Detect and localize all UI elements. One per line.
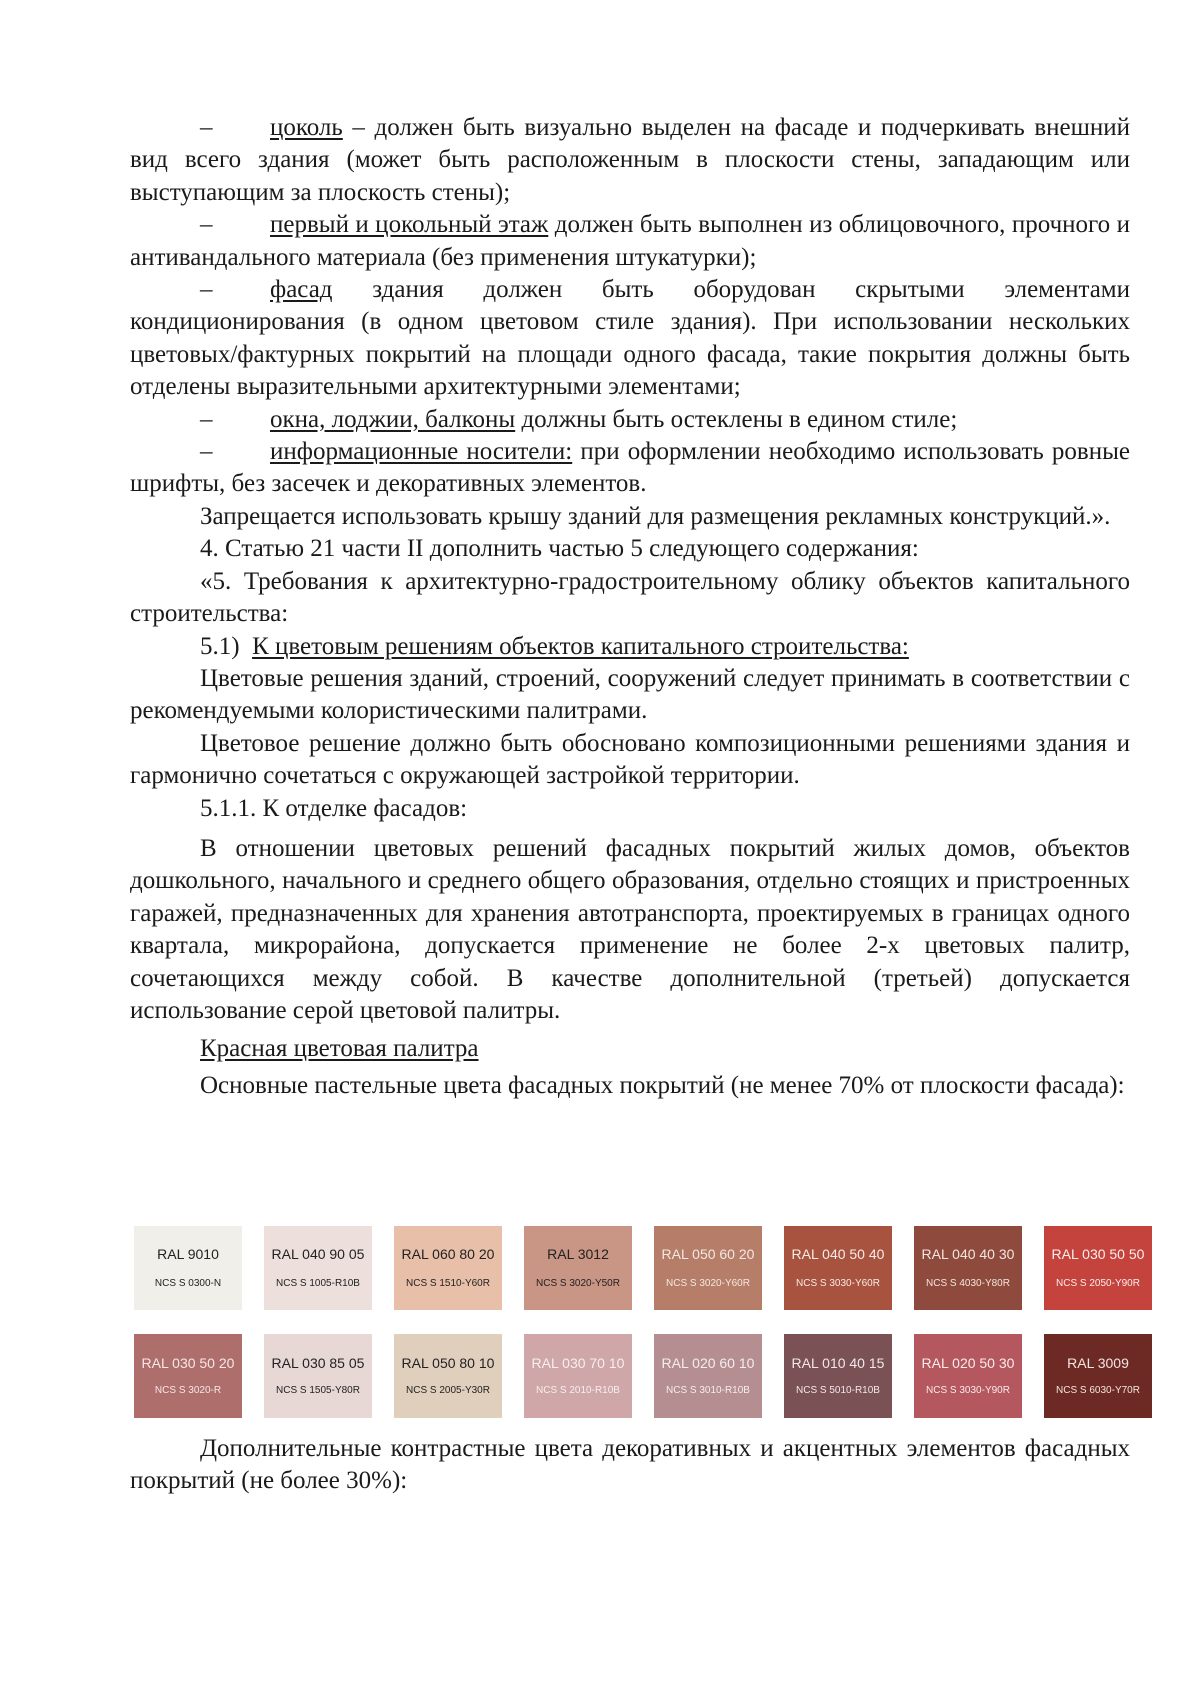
swatch-ncs-code: NCS S 3020-Y60R	[666, 1278, 750, 1289]
color-swatch-grid	[134, 1226, 1154, 1418]
swatch-ral-code: RAL 030 50 20	[141, 1355, 235, 1371]
term-windows: окна, лоджии, балконы	[270, 405, 516, 433]
section-number: 5.1)	[200, 632, 240, 660]
paragraph-color-solutions: Цветовые решения зданий, строений, сооружений следует принимать в соответствии с рекомендуемыми колористическими палитрами.	[130, 664, 1130, 725]
item-text: – должен быть визуально выделен на фасаде и подчеркивать внешний вид всего здания (может быть расположенным в плоскости стены, западающим или выступающим за плоскость стены);	[130, 114, 1130, 206]
swatch-ncs-code: NCS S 1505-Y80R	[276, 1385, 360, 1396]
list-item-info-carriers	[130, 436, 1130, 501]
swatch-ncs-code: NCS S 3010-R10B	[666, 1385, 750, 1396]
swatch-ral-code: RAL 060 80 20	[401, 1246, 495, 1262]
swatch-ncs-code: NCS S 2010-R10B	[536, 1385, 620, 1396]
section-5-1	[130, 631, 1130, 663]
color-swatch	[784, 1334, 892, 1418]
paragraph-article-21: 4. Статью 21 части II дополнить частью 5 следующего содержания:	[200, 535, 919, 563]
paragraph-palettes: В отношении цветовых решений фасадных покрытий жилых домов, объектов дошкольного, начального и среднего общего образования, отдельно стоящих и пристроенных гаражей, предназначенных для хранения автотранспорта, проектируемых в границах одного квартала, микрорайона, допускается применение не более 2-х цветовых палитр, сочетающихся между собой. В качестве дополнительной (третьей) допускается использование серой цветовой палитры.	[130, 834, 1130, 1024]
list-dash: –	[200, 405, 213, 433]
term-facade: фасад	[270, 276, 333, 304]
swatch-ral-code: RAL 030 50 50	[1051, 1246, 1145, 1262]
list-dash: –	[200, 211, 213, 239]
swatch-ral-code: RAL 050 80 10	[401, 1355, 495, 1371]
swatch-ral-code: RAL 3009	[1067, 1355, 1129, 1371]
color-swatch	[394, 1334, 502, 1418]
list-item-plinth	[130, 112, 1130, 209]
swatch-ral-code: RAL 030 70 10	[531, 1355, 625, 1371]
color-swatch	[134, 1226, 242, 1310]
list-dash: –	[200, 438, 213, 466]
swatch-ncs-code: NCS S 1005-R10B	[276, 1278, 360, 1289]
document-body	[130, 112, 1130, 1102]
list-item-windows	[130, 404, 1130, 436]
swatch-ral-code: RAL 040 50 40	[791, 1246, 885, 1262]
list-item-first-floor	[130, 209, 1130, 274]
swatch-ral-code: RAL 040 40 30	[921, 1246, 1015, 1262]
swatch-ncs-code: NCS S 3020-R	[154, 1385, 222, 1396]
color-swatch	[524, 1226, 632, 1310]
swatch-ncs-code: NCS S 1510-Y60R	[406, 1278, 490, 1289]
swatch-ral-code: RAL 9010	[157, 1246, 219, 1262]
paragraph-main-colors: Основные пастельные цвета фасадных покрытий (не менее 70% от плоскости фасада):	[200, 1071, 1125, 1099]
document-body-continued	[130, 1433, 1130, 1498]
swatch-ncs-code: NCS S 2005-Y30R	[406, 1385, 490, 1396]
color-swatch	[524, 1334, 632, 1418]
color-swatch	[264, 1334, 372, 1418]
swatch-ncs-code: NCS S 5010-R10B	[796, 1385, 880, 1396]
swatch-ral-code: RAL 010 40 15	[791, 1355, 885, 1371]
term-plinth: цоколь	[270, 114, 343, 141]
swatch-ncs-code: NCS S 2050-Y90R	[1056, 1278, 1140, 1289]
swatch-ral-code: RAL 020 60 10	[661, 1355, 755, 1371]
section-title: К цветовым решениям объектов капитального строительства:	[252, 632, 909, 660]
paragraph-roof-ban: Запрещается использовать крышу зданий для размещения рекламных конструкций.».	[200, 502, 1111, 530]
palette-heading: Красная цветовая палитра	[200, 1035, 479, 1063]
swatch-ncs-code: NCS S 4030-Y80R	[926, 1278, 1010, 1289]
list-dash: –	[200, 114, 213, 141]
swatch-ral-code: RAL 3012	[547, 1246, 609, 1262]
subsection-5-1-1: 5.1.1. К отделке фасадов:	[200, 794, 468, 822]
list-item-facade	[130, 274, 1130, 404]
swatch-ncs-code: NCS S 3030-Y90R	[926, 1385, 1010, 1396]
paragraph-color-justification: Цветовое решение должно быть обосновано композиционными решениями здания и гармонично сочетаться с окружающей застройкой территории.	[130, 729, 1130, 790]
color-swatch	[914, 1226, 1022, 1310]
swatch-ral-code: RAL 040 90 05	[271, 1246, 365, 1262]
item-text: здания должен быть оборудован скрытыми элементами кондиционирования (в одном цветовом стиле здания). При использовании нескольких цветовых/фактурных покрытий на площади одного фасада, такие покрытия должны быть отделены выразительными архитектурными элементами;	[130, 276, 1130, 401]
color-swatch	[1044, 1226, 1152, 1310]
term-info-carriers: информационные носители:	[270, 438, 573, 466]
swatch-ncs-code: NCS S 3020-Y50R	[536, 1278, 620, 1289]
color-swatch	[654, 1334, 762, 1418]
swatch-ral-code: RAL 030 85 05	[271, 1355, 365, 1371]
swatch-ncs-code: NCS S 3030-Y60R	[796, 1278, 880, 1289]
color-swatch	[134, 1334, 242, 1418]
color-swatch	[784, 1226, 892, 1310]
swatch-ral-code: RAL 050 60 20	[661, 1246, 755, 1262]
swatch-ncs-code: NCS S 6030-Y70R	[1056, 1385, 1140, 1396]
item-text: при оформлении необходимо использовать ровные шрифты, без засечек и декоративных элементов.	[130, 438, 1130, 498]
paragraph-additional-colors: Дополнительные контрастные цвета декоративных и акцентных элементов фасадных покрытий (не более 30%):	[130, 1435, 1130, 1495]
swatch-ncs-code: NCS S 0300-N	[154, 1278, 222, 1289]
color-swatch	[1044, 1334, 1152, 1418]
color-swatch	[394, 1226, 502, 1310]
color-swatch	[654, 1226, 762, 1310]
item-text: должны быть остеклены в едином стиле;	[515, 405, 958, 433]
paragraph-requirements: «5. Требования к архитектурно-градостроительному облику объектов капитального строительства:	[130, 567, 1130, 628]
color-swatch	[914, 1334, 1022, 1418]
term-first-floor: первый и цокольный этаж	[270, 211, 549, 239]
color-swatch	[264, 1226, 372, 1310]
list-dash: –	[200, 276, 213, 304]
swatch-ral-code: RAL 020 50 30	[921, 1355, 1015, 1371]
item-text: должен быть выполнен из облицовочного, прочного и антивандального материала (без применения штукатурки);	[130, 211, 1130, 271]
